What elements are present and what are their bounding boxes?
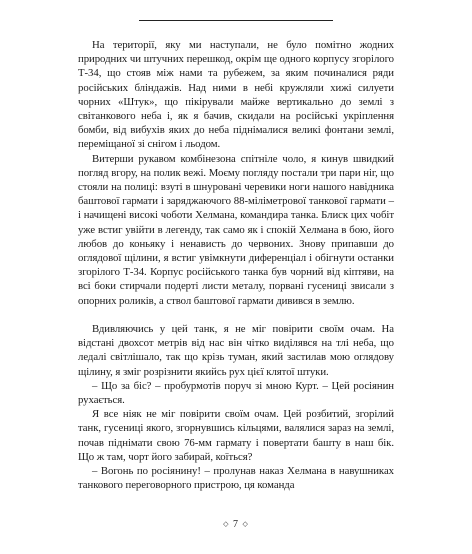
ornament-right-icon: ◇	[242, 520, 249, 528]
body-text	[78, 38, 394, 492]
paragraph: Я все ніяк не міг повірити своїм очам. Цей розбитий, згорілий танк, гусениці якого, згорнувшись кільцями, валялися зараз на землі, почав піднімати свою 76-мм гармату і повертати башту в наш бік. Що ж там, чорт його забирай, коїться?	[78, 408, 394, 463]
top-rule	[139, 20, 333, 21]
paragraph: Витерши рукавом комбінезона спітніле чоло, я кинув швидкий погляд вгору, на полик вежі. Моєму погляду постали три пари ніг, що стояли на полиці: взуті в шнуровані черевики ноги нашого навідника баштової гармати і заряджаючого 88-міліметрової танкової гармати – і начищені високі чоботи Хелмана, командира танка. Блиск цих чобіт уже встиг увійти в легенду, так само як і спокій Хелмана в бою, його любов до коньяку і ненависть до червоних. Знову припавши до оглядової щілини, я встиг увімкнути диференціал і обігнути останки згорілого Т-34. Корпус російського танка був чорний від кіптяви, на всі боки стирчали подерті листи металу, порвані гусениці звисали з опорних роликів, а ствол баштової гармати дивився в землю.	[78, 152, 394, 307]
page-footer	[0, 519, 472, 530]
paragraph: – Вогонь по росіянину! – пролунав наказ Хелмана в навушниках танкового переговорного пристрою, ця команда	[78, 465, 394, 492]
paragraph: На території, яку ми наступали, не було помітно жодних природних чи штучних перешкод, окрім ще одного корпусу згорілого Т-34, що стояв між нами та рубежем, за яким починалися ряди російських бліндажів. Над ними в небі кружляли хижі силуети чорних «Штук», що пікірували майже вертикально до землі з світанкового неба і, як я бачив, скидали на російські укріплення бомби, від вибухів яких до неба піднімалися великі фонтани землі, переміщаної зі снігом і льодом.	[78, 39, 394, 151]
paragraph: Вдивляючись у цей танк, я не міг повірити своїм очам. На відстані двохсот метрів від нас він чітко виділявся на тлі неба, що ледалі світлішало, так що крізь туман, який застилав мою оглядову щілину, я зміг розрізнити якийсь рух цієї клятої штуки.	[78, 323, 394, 378]
page-number: 7	[233, 519, 239, 530]
ornament-left-icon: ◇	[223, 520, 230, 528]
paragraph: – Що за біс? – пробурмотів поруч зі мною Курт. – Цей росіянин рухається.	[78, 379, 394, 407]
